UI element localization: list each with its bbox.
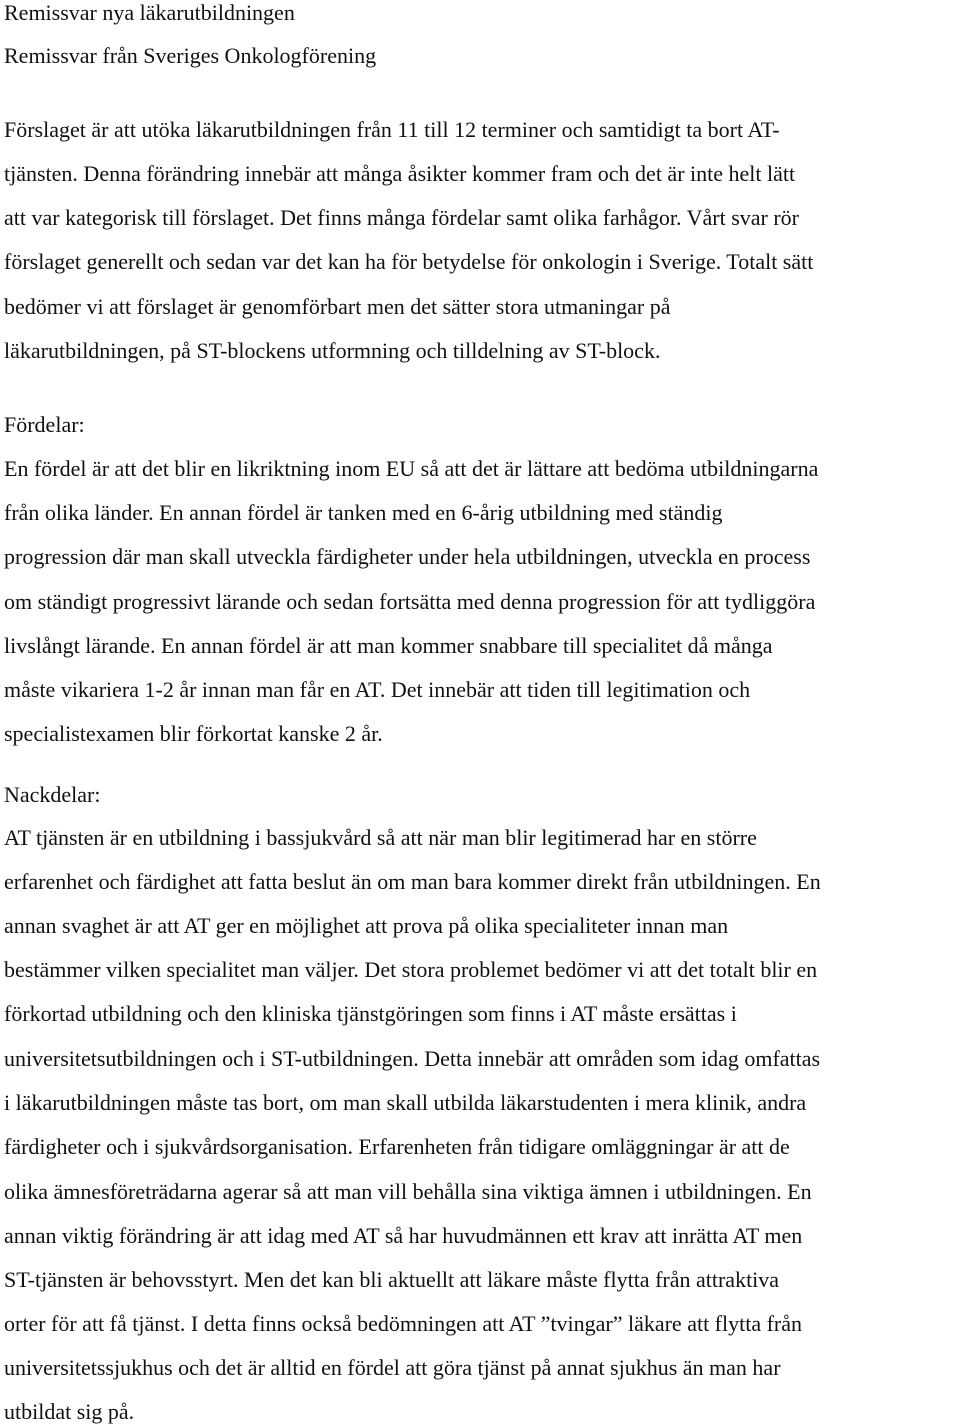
advantages-heading: Fördelar:	[4, 412, 85, 437]
intro-line: tjänsten. Denna förändring innebär att många åsikter kommer fram och det är inte helt lätt	[4, 161, 796, 186]
disadvantages-line: AT tjänsten är en utbildning i bassjukvård så att när man blir legitimerad har en större	[4, 825, 757, 850]
disadvantages-line: färdigheter och i sjukvårdsorganisation. Erfarenheten från tidigare omläggningar är att de	[4, 1134, 790, 1159]
disadvantages-line: bestämmer vilken specialitet man väljer. Det stora problemet bedömer vi att det totalt blir en	[4, 957, 818, 982]
advantages-line: specialistexamen blir förkortat kanske 2 år.	[4, 721, 383, 746]
intro-line: bedömer vi att förslaget är genomförbart men det sätter stora utmaningar på	[4, 294, 671, 319]
document-title: Remissvar nya läkarutbildningen	[4, 0, 295, 25]
disadvantages-line: universitetssjukhus och det är alltid en fördel att göra tjänst på annat sjukhus än man har	[4, 1355, 781, 1380]
advantages-line: livslångt lärande. En annan fördel är att man kommer snabbare till specialitet då många	[4, 633, 773, 658]
disadvantages-line: olika ämnesföreträdarna agerar så att man vill behålla sina viktiga ämnen i utbildningen. En	[4, 1179, 812, 1204]
advantages-line: måste vikariera 1-2 år innan man får en AT. Det innebär att tiden till legitimation och	[4, 677, 751, 702]
disadvantages-line: i läkarutbildningen måste tas bort, om man skall utbilda läkarstudenten i mera klinik, andra	[4, 1090, 807, 1115]
advantages-line: En fördel är att det blir en likriktning inom EU så att det är lättare att bedöma utbildningarna	[4, 456, 819, 481]
disadvantages-heading: Nackdelar:	[4, 782, 101, 807]
disadvantages-line: annan svaghet är att AT ger en möjlighet att prova på olika specialiteter innan man	[4, 913, 729, 938]
intro-line: Förslaget är att utöka läkarutbildningen från 11 till 12 terminer och samtidigt ta bort AT-	[4, 117, 780, 142]
advantages-line: om ständigt progressivt lärande och sedan fortsätta med denna progression för att tydliggöra	[4, 589, 816, 614]
disadvantages-line: ST-tjänsten är behovsstyrt. Men det kan bli aktuellt att läkare måste flytta från attraktiva	[4, 1267, 780, 1292]
disadvantages-line: orter för att få tjänst. I detta finns också bedömningen att AT ”tvingar” läkare att flytta från	[4, 1311, 803, 1336]
disadvantages-line: erfarenhet och färdighet att fatta beslut än om man bara kommer direkt från utbildningen. En	[4, 869, 821, 894]
document-subtitle: Remissvar från Sveriges Onkologförening	[4, 43, 377, 68]
disadvantages-line: förkortad utbildning och den kliniska tjänstgöringen som finns i AT måste ersättas i	[4, 1001, 737, 1026]
advantages-line: från olika länder. En annan fördel är tanken med en 6-årig utbildning med ständig	[4, 500, 723, 525]
intro-line: läkarutbildningen, på ST-blockens utformning och tilldelning av ST-block.	[4, 338, 661, 363]
intro-line: förslaget generellt och sedan var det kan ha för betydelse för onkologin i Sverige. Totalt sätt	[4, 249, 814, 274]
disadvantages-line: universitetsutbildningen och i ST-utbildningen. Detta innebär att områden som idag omfattas	[4, 1046, 821, 1071]
intro-line: att var kategorisk till förslaget. Det finns många fördelar samt olika farhågor. Vårt svar rör	[4, 205, 799, 230]
advantages-line: progression där man skall utveckla färdigheter under hela utbildningen, utveckla en process	[4, 544, 811, 569]
disadvantages-line: utbildat sig på.	[4, 1399, 135, 1424]
disadvantages-line: annan viktig förändring är att idag med AT så har huvudmännen ett krav att inrätta AT men	[4, 1223, 803, 1248]
